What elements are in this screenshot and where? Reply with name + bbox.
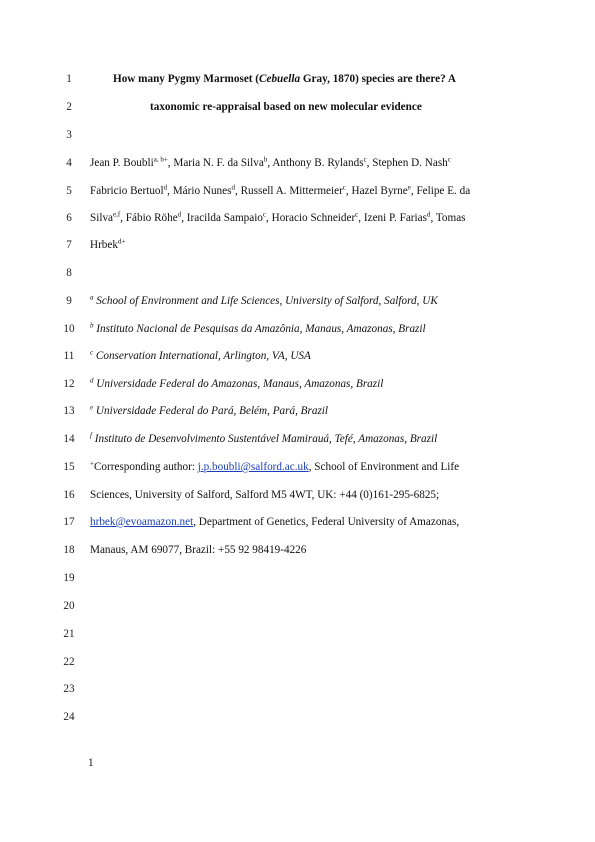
author-affiliation-marker: e,f <box>113 210 121 219</box>
author-name: , Russell A. Mittermeier <box>234 185 343 197</box>
author-line-5 <box>90 185 470 197</box>
author-name: , Tomas <box>430 212 466 224</box>
affiliation-text: School of Environment and Life Sciences, University of Salford, Salford, UK <box>96 295 438 307</box>
line-number: 10 <box>63 323 75 335</box>
title-genus: Cebuella <box>259 73 301 85</box>
affiliation-text: Universidade Federal do Pará, Belém, Pará, Brazil <box>95 405 329 417</box>
line-number: 23 <box>63 683 75 695</box>
correspondence-text: , Department of Genetics, Federal University of Amazonas, <box>193 516 460 528</box>
author-affiliation-marker: c <box>262 210 267 219</box>
affiliation-item <box>90 350 311 362</box>
affiliation-text: Instituto de Desenvolvimento Sustentável Mamirauá, Tefé, Amazonas, Brazil <box>94 433 438 445</box>
line-number: 1 <box>66 73 72 85</box>
page-number: 1 <box>88 757 94 769</box>
author-affiliation-marker: b <box>263 155 268 164</box>
correspondence-lead: Corresponding author: <box>93 461 198 473</box>
affiliation-item <box>90 323 426 335</box>
corresponding-marker: + <box>90 459 94 468</box>
line-number: 17 <box>63 516 75 528</box>
author-name: , Felipe E. da <box>410 185 471 197</box>
affiliation-item <box>90 295 438 307</box>
correspondence-text: , School of Environment and Life <box>308 461 460 473</box>
affiliation-text: Instituto Nacional de Pesquisas da Amazônia, Manaus, Amazonas, Brazil <box>96 323 426 335</box>
line-number: 15 <box>63 461 75 473</box>
email-link-boubli[interactable]: j.p.boubli@salford.ac.uk <box>197 461 309 473</box>
author-affiliation-marker: d+ <box>117 237 126 246</box>
line-number: 22 <box>63 656 75 668</box>
affiliation-item <box>90 405 328 417</box>
line-number: 2 <box>66 101 72 113</box>
author-name: , Izeni P. Farias <box>358 212 427 224</box>
affiliation-marker: b <box>90 321 94 330</box>
correspondence-line-17 <box>90 516 459 528</box>
line-number: 21 <box>63 628 75 640</box>
author-affiliation-marker: d <box>426 210 431 219</box>
author-name: , Maria N. F. da Silva <box>167 157 264 169</box>
line-number: 16 <box>63 489 75 501</box>
author-affiliation-marker: c <box>342 183 346 192</box>
author-name: , Stephen D. Nash <box>366 157 448 169</box>
line-number: 14 <box>63 433 75 445</box>
line-number: 20 <box>63 600 75 612</box>
line-number: 5 <box>66 185 72 197</box>
line-number: 3 <box>66 129 72 141</box>
author-line-7 <box>90 239 125 251</box>
line-number: 24 <box>63 711 75 723</box>
author-line-4 <box>90 157 451 169</box>
line-number: 12 <box>63 378 75 390</box>
author-name: , Hazel Byrne <box>345 185 408 197</box>
affiliation-text: Universidade Federal do Amazonas, Manaus, Amazonas, Brazil <box>96 378 384 390</box>
author-name: Hrbek <box>90 239 118 251</box>
correspondence-line-15 <box>90 461 459 473</box>
author-affiliation-marker: d <box>231 183 235 192</box>
author-affiliation-marker: c <box>363 155 367 164</box>
line-number: 13 <box>63 405 75 417</box>
line-number: 7 <box>66 239 72 251</box>
title-text: How many Pygmy Marmoset ( <box>113 73 260 85</box>
author-affiliation-marker: a, b+ <box>153 155 168 164</box>
author-name: , Iracilda Sampaio <box>181 212 263 224</box>
affiliation-marker: a <box>90 293 94 302</box>
author-name: , Mário Nunes <box>167 185 232 197</box>
author-affiliation-marker: c <box>355 210 359 219</box>
author-affiliation-marker: d <box>177 210 182 219</box>
email-link-hrbek[interactable]: hrbek@evoamazon.net <box>90 516 194 528</box>
title-line-1 <box>113 73 456 85</box>
author-name: , Anthony B. Rylands <box>267 157 364 169</box>
affiliation-marker: f <box>90 431 92 440</box>
author-name: Jean P. Boubli <box>90 157 154 169</box>
author-affiliation-marker: c <box>447 155 451 164</box>
author-line-6 <box>90 212 466 224</box>
affiliation-marker: e <box>90 403 94 412</box>
author-affiliation-marker: d <box>163 183 168 192</box>
affiliation-marker: d <box>90 376 94 385</box>
correspondence-line-16: Sciences, University of Salford, Salford M5 4WT, UK: +44 (0)161-295-6825; <box>90 489 440 501</box>
affiliation-text: Conservation International, Arlington, VA, USA <box>95 350 311 362</box>
author-name: Fabricio Bertuol <box>90 185 164 197</box>
author-name: , Fábio Röhe <box>120 212 178 224</box>
author-name: Silva <box>90 212 113 224</box>
author-affiliation-marker: e <box>407 183 411 192</box>
line-number: 11 <box>63 350 75 362</box>
correspondence-line-18: Manaus, AM 69077, Brazil: +55 92 98419-4226 <box>90 544 307 556</box>
author-name: , Horacio Schneider <box>266 212 356 224</box>
affiliation-marker: c <box>90 348 94 357</box>
line-number: 4 <box>66 157 72 169</box>
line-number: 9 <box>66 295 72 307</box>
line-number: 6 <box>66 212 72 224</box>
line-number: 19 <box>63 572 75 584</box>
affiliation-item <box>90 433 437 445</box>
title-line-2: taxonomic re-appraisal based on new molecular evidence <box>150 101 422 113</box>
title-text: Gray, 1870) species are there? A <box>300 73 456 85</box>
line-number: 8 <box>66 267 72 279</box>
affiliation-item <box>90 378 383 390</box>
line-number: 18 <box>63 544 75 556</box>
